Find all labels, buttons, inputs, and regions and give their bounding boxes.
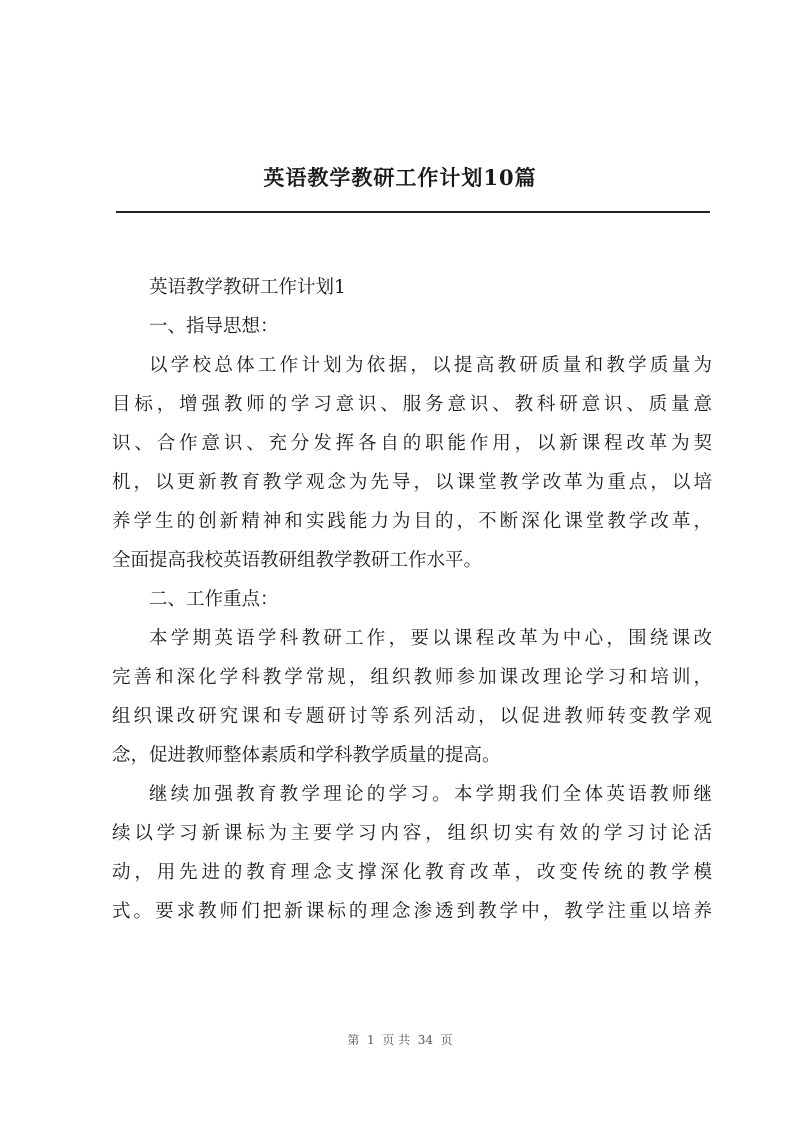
page-number: 第 1 页 共 34 页 [347,1033,453,1047]
paragraph-line: 念，促进教师整体素质和学科教学质量的提高。 [112,745,501,766]
paragraph-line: 完善和深化学科教学常规，组织教师参加课改理论学习和培训， [112,667,712,688]
subheading-guiding-ideology: 一、指导思想： [149,316,279,337]
paragraph-line: 目标，增强教师的学习意识、服务意识、教科研意识、质量意 [112,394,712,415]
paragraph-line: 机，以更新教育教学观念为先导，以课堂教学改革为重点，以培 [112,472,712,493]
paragraph-line: 本学期英语学科教研工作，要以课程改革为中心，围绕课改 [149,628,712,649]
paragraph-line: 式。要求教师们把新课标的理念渗透到教学中，教学注重以培养 [112,901,712,922]
paragraph-line: 识、合作意识、充分发挥各自的职能作用，以新课程改革为契 [112,433,712,454]
paragraph-line: 全面提高我校英语教研组教学教研工作水平。 [112,550,483,571]
document-body [112,268,712,931]
subheading-work-focus: 二、工作重点： [149,589,279,610]
title-underline [116,211,710,213]
document-title: 英语教学教研工作计划10篇 [263,165,537,190]
paragraph-line: 以学校总体工作计划为依据，以提高教研质量和教学质量为 [149,355,712,376]
paragraph-line: 动，用先进的教育理念支撑深化教育改革，改变传统的教学模 [112,862,712,883]
paragraph-line: 组织课改研究课和专题研讨等系列活动，以促进教师转变教学观 [112,706,712,727]
paragraph-line: 养学生的创新精神和实践能力为目的，不断深化课堂教学改革， [112,511,712,532]
paragraph-line: 继续加强教育教学理论的学习。本学期我们全体英语教师继 [149,784,712,805]
paragraph-line: 续以学习新课标为主要学习内容，组织切实有效的学习讨论活 [112,823,712,844]
section-heading: 英语教学教研工作计划1 [149,277,346,298]
